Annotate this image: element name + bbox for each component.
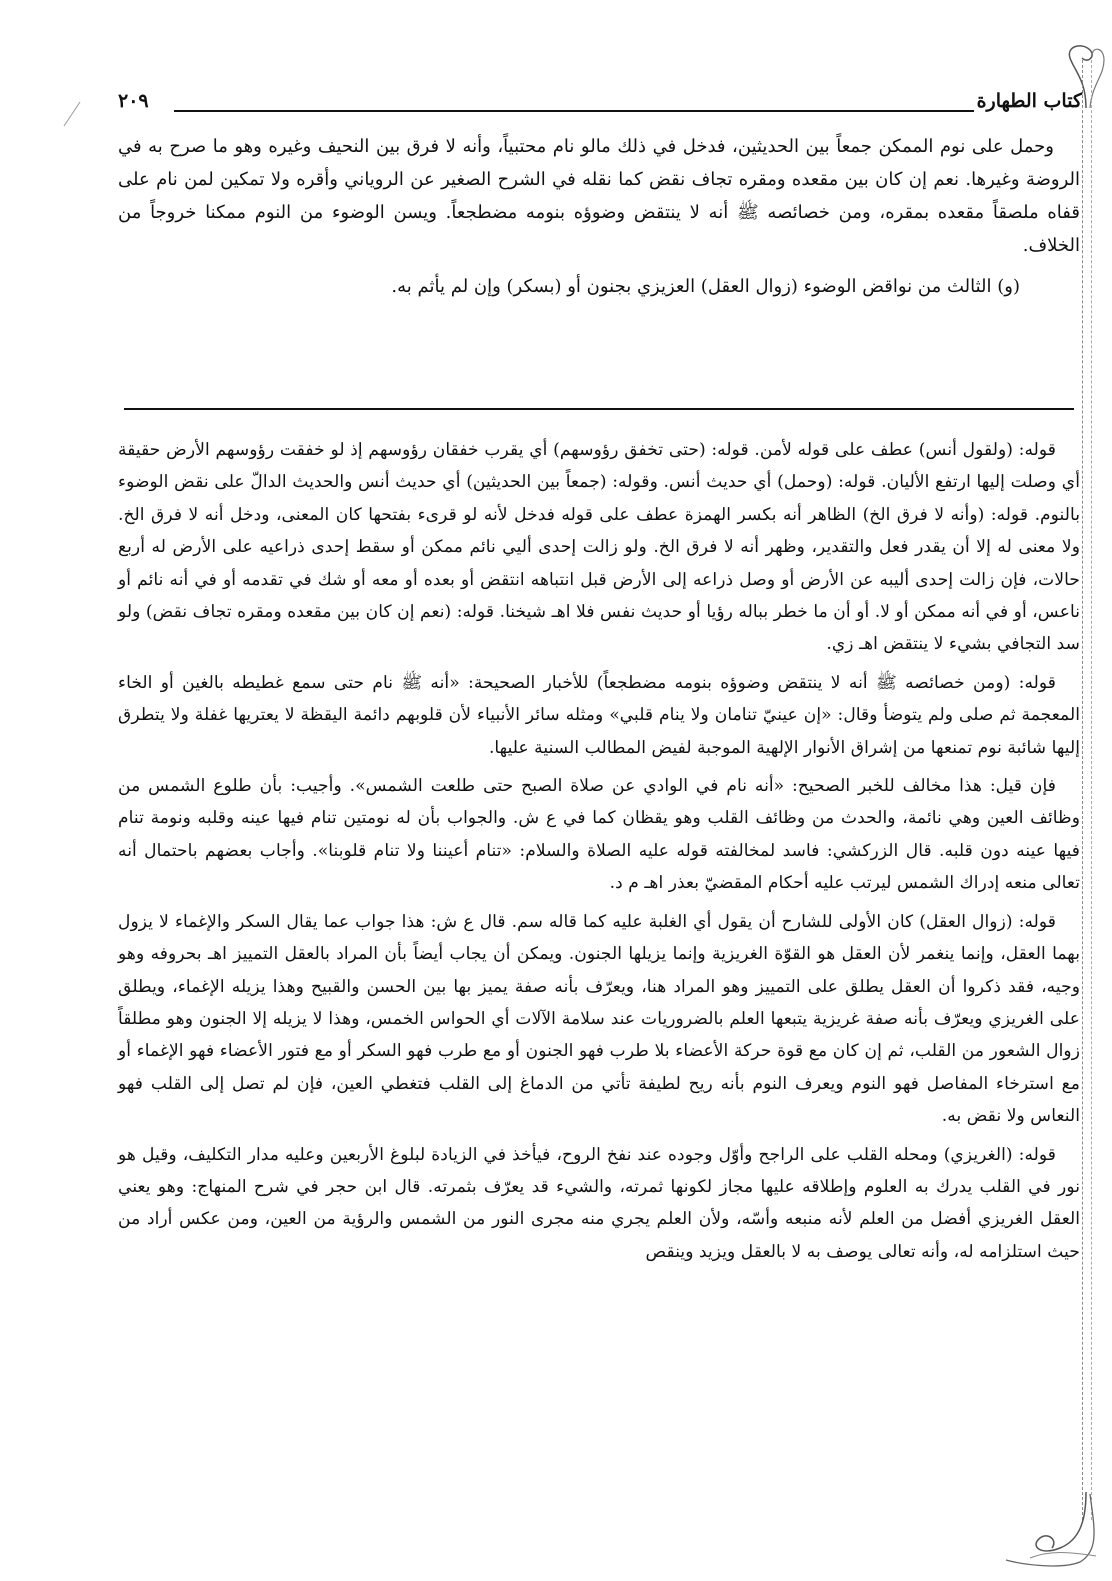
commentary-paragraph: فإن قيل: هذا مخالف للخبر الصحيح: «أنه نام في الوادي عن صلاة الصبح حتى طلعت الشمس». وأجيب: بأن طلوع الشمس من وظائف العين وهي نائمة، والحدث من وظائف القلب وهو يقظان كما في ع ش. والجواب بأن له نومتين تنام فيها عينه وقلبه ونومة تنام فيها عينه دون قلبه. قال الزركشي: فاسد لمخالفته قوله عليه الصلاة والسلام: «تنام أعيننا ولا تنام قلوبنا». وأجاب بعضهم باحتمال أنه تعالى منعه إدراك الشمس ليرتب عليه أحكام المقضيّ بعذر اهـ م د.	[118, 776, 1080, 894]
page-header	[118, 88, 1082, 124]
scroll-border-right	[1082, 60, 1092, 1520]
commentary-notes	[118, 434, 1080, 1274]
page-number: ٢٠٩	[118, 90, 149, 112]
footnote-divider	[124, 408, 1074, 410]
header-rule	[174, 110, 974, 112]
commentary-paragraph: قوله: (زوال العقل) كان الأولى للشارح أن يقول أي الغلبة عليه كما قاله سم. قال ع ش: هذا جواب عما يقال السكر والإغماء لا يزول بهما العقل، وإنما ينغمر لأن العقل هو القوّة الغريزية وإنما يزيلها الجنون. ويمكن أن يجاب أيضاً بأن المراد بالعقل التمييز اهـ بحروفه وهو وجيه، فقد ذكروا أن العقل يطلق على التمييز وهو المراد هنا، ويعرّف بأنه صفة يميز بها بين الحسن والقبيح وهذا يزيله الإغماء، ويطلق على الغريزي ويعرّف بأنه صفة غريزية يتبعها العلم بالضروريات عند سلامة الآلات أي الحواس الخمس، وهذا لا يزيله إلا الجنون وهو مطلقاً زوال الشعور من القلب، ثم إن كان مع قوة حركة الأعضاء بلا طرب فهو الجنون أو مع طرب فهو السكر أو مع فتور الأعضاء فهو الإغماء أو مع استرخاء المفاصل فهو النوم ويعرف النوم بأنه ريح لطيفة تأتي من الدماغ إلى القلب فتغطي العين، فإن لم تصل إلى القلب فهو النعاس ولا نقض به.	[118, 911, 1080, 1127]
commentary-paragraph: قوله: (الغريزي) ومحله القلب على الراجح وأوّل وجوده عند نفخ الروح، فيأخذ في الزيادة لبلوغ الأربعين وعليه مدار التكليف، وقيل هو نور في القلب يدرك به العلوم وإطلاقه عليها مجاز لكونها ثمرته، والشيء قد يعرّف بثمرته. قال ابن حجر في شرح المنهاج: وهو يعني العقل الغريزي أفضل من العلم لأنه منبعه وأسّه، ولأن العلم يجري منه مجرى النور من الشمس والرؤية من العين، ومن عكس أراد من حيث استلزامه له، وأنه تعالى يوصف به لا بالعقل ويزيد وينقص	[118, 1144, 1080, 1262]
margin-mark	[62, 100, 82, 130]
book-title: كتاب الطهارة	[976, 90, 1082, 112]
commentary-paragraph: قوله: (ومن خصائصه ﷺ أنه لا ينتقض وضوؤه بنومه مضطجعاً) للأخبار الصحيحة: «أنه ﷺ نام حتى سمع غطيطه بالغين أو الخاء المعجمة ثم صلى ولم يتوضأ وقال: «إن عينيّ تنامان ولا ينام قلبي» ومثله سائر الأنبياء لأن قلوبهم دائمة اليقظة لا يعتريها غفلة ولا يتطرق إليها شائبة نوم تمنعها من إشراق الأنوار الإلهية الموجبة لفيض المطالب السنية عليها.	[118, 672, 1080, 758]
scroll-curl-bottom-ornament	[1000, 1490, 1110, 1570]
main-text	[118, 130, 1080, 303]
commentary-paragraph: قوله: (ولقول أنس) عطف على قوله لأمن. قوله: (حتى تخفق رؤوسهم) أي يقرب خفقان رؤوسهم إذ لو خفقت رؤوسهم الأرض حقيقة أي وصلت إليها ارتفع الأليان. قوله: (وحمل) أي حديث أنس. وقوله: (جمعاً بين الحديثين) أي حديث أنس والحديث الدالّ على نقض الوضوء بالنوم. قوله: (وأنه لا فرق الخ) الظاهر أنه بكسر الهمزة عطف على قوله فدخل لأنه لو قرىء بفتحها كان المعنى، ودخل أنه لا فرق الخ. ولا معنى له إلا أن يقدر فعل والتقدير، وظهر أنه لا فرق الخ. ولو زالت إحدى أليي نائم ممكن أو سقط إحدى ذراعيه على الأرض له أربع حالات، فإن زالت إحدى أليبه عن الأرض أو وصل ذراعه إلى الأرض قبل انتباهه انتقض أو بعده أو معه أو شك في تقدمه أو في أنه نائم أو ناعس، أو في أنه ممكن أو لا. أو أن ما خطر بباله رؤيا أو حديث نفس فلا اهـ شيخنا. قوله: (نعم إن كان بين مقعده ومقره تجاف نقض) ولو سد التجافي بشيء لا ينتقض اهـ زي.	[118, 440, 1080, 655]
main-paragraph-nullifier: (و) الثالث من نواقض الوضوء (زوال العقل) العزيزي بجنون أو (بسكر) وإن لم يأثم به.	[391, 276, 1020, 297]
main-paragraph: وحمل على نوم الممكن جمعاً بين الحديثين، فدخل في ذلك مالو نام محتبياً، وأنه لا فرق بين النحيف وغيره وهو ما صرح به في الروضة وغيرها. نعم إن كان بين مقعده ومقره تجاف نقض كما نقله في الشرح الصغير عن الروياني وأقره ولا تمكين لمن نام على قفاه ملصقاً مقعده بمقره، ومن خصائصه ﷺ أنه لا ينتقض وضوؤه بنومه مضطجعاً. ويسن الوضوء من النوم ممكنا خروجاً من الخلاف.	[118, 136, 1080, 256]
